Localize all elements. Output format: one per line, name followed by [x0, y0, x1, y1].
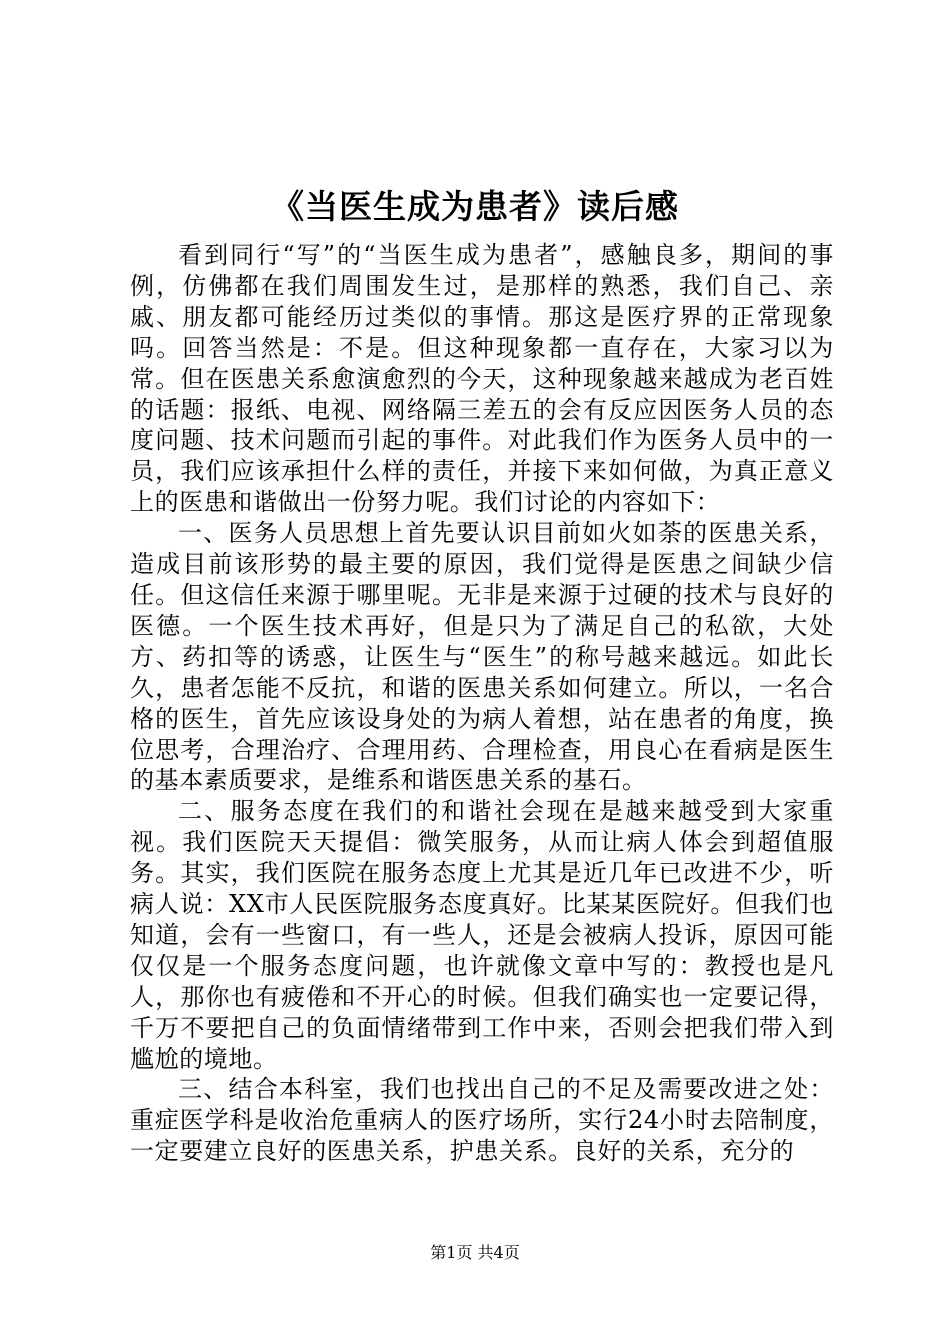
body-paragraph-1: 看到同行“写”的“当医生成为患者”，感触良多，期间的事例，仿佛都在我们周围发生过，是那样的熟悉，我们自己、亲戚、朋友都可能经历过类似的事情。那这是医疗界的正常现象吗。回答当然是：不是。但这种现象都一直存在，大家习以为常。但在医患关系愈演愈烈的今天，这种现象越来越成为老百姓的话题：报纸、电视、网络隔三差五的会有反应因医务人员的态度问题、技术问题而引起的事件。对此我们作为医务人员中的一员，我们应该承担什么样的责任，并接下来如何做，为真正意义上的医患和谐做出一份努力呢。我们讨论的内容如下： — [130, 241, 834, 517]
page-footer: 第1页 共4页 — [430, 1243, 520, 1262]
document-title: 《当医生成为患者》读后感 — [271, 187, 679, 226]
body-paragraph-3: 二、服务态度在我们的和谐社会现在是越来越受到大家重视。我们医院天天提倡：微笑服务，从而让病人体会到超值服务。其实，我们医院在服务态度上尤其是近几年已改进不少，听病人说：XX市人民医院服务态度真好。比某某医院好。但我们也知道，会有一些窗口，有一些人，还是会被病人投诉，原因可能仅仅是一个服务态度问题，也许就像文章中写的：教授也是凡人，那你也有疲倦和不开心的时候。但我们确实也一定要记得，千万不要把自己的负面情绪带到工作中来，否则会把我们带入到尴尬的境地。 — [130, 797, 834, 1073]
document-body — [130, 240, 834, 1167]
body-paragraph-2: 一、医务人员思想上首先要认识目前如火如荼的医患关系，造成目前该形势的最主要的原因，我们觉得是医患之间缺少信任。但这信任来源于哪里呢。无非是来源于过硬的技术与良好的医德。一个医生技术再好，但是只为了满足自己的私欲，大处方、药扣等的诱惑，让医生与“医生”的称号越来越远。如此长久，患者怎能不反抗，和谐的医患关系如何建立。所以，一名合格的医生，首先应该设身处的为病人着想，站在患者的角度，换位思考，合理治疗、合理用药、合理检查，用良心在看病是医生的基本素质要求，是维系和谐医患关系的基石。 — [130, 519, 834, 795]
body-paragraph-4: 三、结合本科室，我们也找出自己的不足及需要改进之处：重症医学科是收治危重病人的医疗场所，实行24小时去陪制度，一定要建立良好的医患关系，护患关系。良好的关系，充分的 — [130, 1075, 834, 1166]
